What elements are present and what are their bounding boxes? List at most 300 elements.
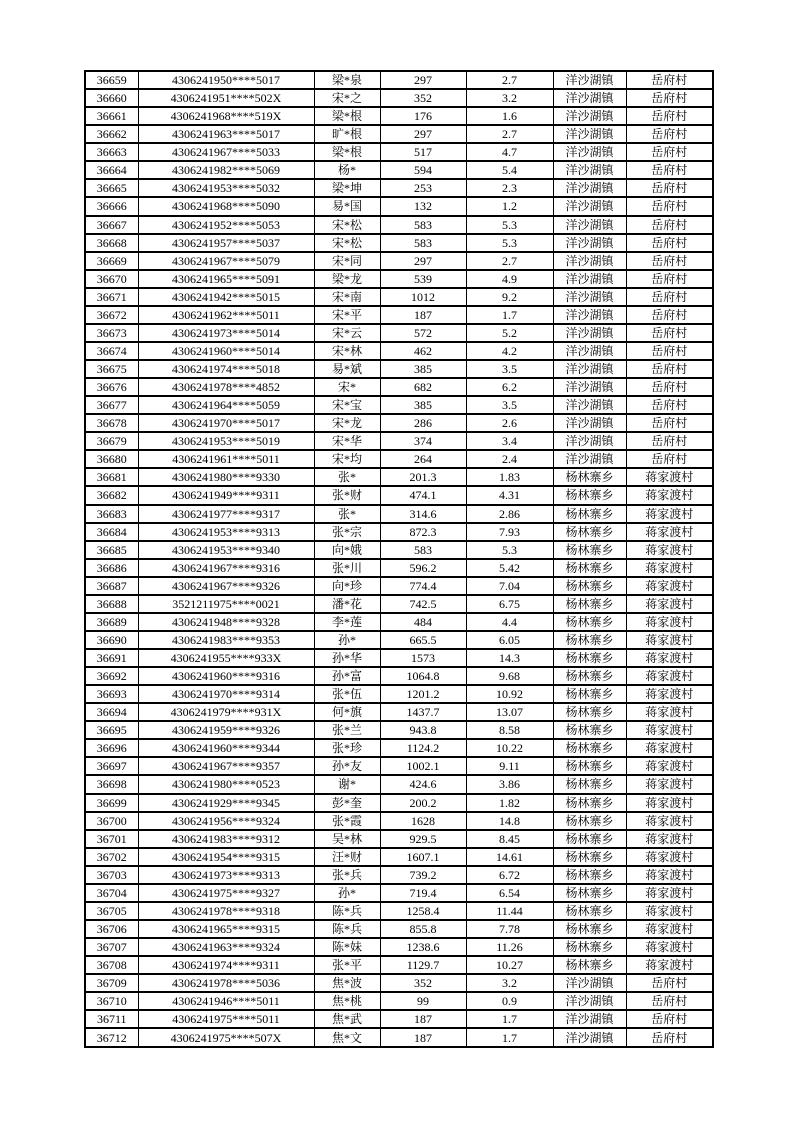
village-cell: 岳府村 <box>626 414 713 432</box>
town-cell: 洋沙湖镇 <box>553 396 626 414</box>
village-cell: 蒋家渡村 <box>626 649 713 667</box>
masked-name-cell: 焦*文 <box>314 1028 380 1047</box>
table-row <box>85 703 713 721</box>
masked-name-cell: 梁*泉 <box>314 71 380 89</box>
amount-cell: 943.8 <box>380 721 466 739</box>
amount-cell: 665.5 <box>380 631 466 649</box>
masked-id-number-cell: 4306241982****5069 <box>138 161 314 179</box>
table-row <box>85 432 713 450</box>
table-row <box>85 179 713 197</box>
masked-name-cell: 宋* <box>314 378 380 396</box>
village-cell: 岳府村 <box>626 1010 713 1028</box>
secondary-amount-cell: 11.44 <box>466 902 553 920</box>
serial-number-cell: 36711 <box>85 1010 138 1028</box>
masked-name-cell: 张*伍 <box>314 685 380 703</box>
masked-id-number-cell: 4306241959****9326 <box>138 721 314 739</box>
amount-cell: 187 <box>380 306 466 324</box>
serial-number-cell: 36663 <box>85 143 138 161</box>
masked-id-number-cell: 4306241978****5036 <box>138 974 314 992</box>
town-cell: 洋沙湖镇 <box>553 179 626 197</box>
town-cell: 洋沙湖镇 <box>553 288 626 306</box>
village-cell: 蒋家渡村 <box>626 794 713 812</box>
serial-number-cell: 36685 <box>85 541 138 559</box>
serial-number-cell: 36671 <box>85 288 138 306</box>
masked-id-number-cell: 4306241980****9330 <box>138 468 314 486</box>
secondary-amount-cell: 6.54 <box>466 884 553 902</box>
table-row <box>85 920 713 938</box>
masked-id-number-cell: 4306241946****5011 <box>138 992 314 1010</box>
secondary-amount-cell: 4.2 <box>466 342 553 360</box>
town-cell: 洋沙湖镇 <box>553 342 626 360</box>
village-cell: 岳府村 <box>626 197 713 215</box>
village-cell: 蒋家渡村 <box>626 775 713 793</box>
amount-cell: 484 <box>380 613 466 631</box>
village-cell: 蒋家渡村 <box>626 595 713 613</box>
masked-id-number-cell: 4306241983****9353 <box>138 631 314 649</box>
amount-cell: 719.4 <box>380 884 466 902</box>
village-cell: 岳府村 <box>626 107 713 125</box>
village-cell: 蒋家渡村 <box>626 631 713 649</box>
table-row <box>85 884 713 902</box>
amount-cell: 352 <box>380 974 466 992</box>
masked-id-number-cell: 4306241974****5018 <box>138 360 314 378</box>
secondary-amount-cell: 0.9 <box>466 992 553 1010</box>
serial-number-cell: 36690 <box>85 631 138 649</box>
amount-cell: 176 <box>380 107 466 125</box>
masked-id-number-cell: 4306241975****5011 <box>138 1010 314 1028</box>
amount-cell: 1437.7 <box>380 703 466 721</box>
amount-cell: 572 <box>380 324 466 342</box>
masked-id-number-cell: 4306241942****5015 <box>138 288 314 306</box>
town-cell: 洋沙湖镇 <box>553 306 626 324</box>
village-cell: 岳府村 <box>626 360 713 378</box>
village-cell: 蒋家渡村 <box>626 830 713 848</box>
town-cell: 洋沙湖镇 <box>553 974 626 992</box>
table-row <box>85 739 713 757</box>
serial-number-cell: 36703 <box>85 866 138 884</box>
serial-number-cell: 36694 <box>85 703 138 721</box>
masked-name-cell: 向*珍 <box>314 577 380 595</box>
serial-number-cell: 36680 <box>85 450 138 468</box>
village-cell: 蒋家渡村 <box>626 721 713 739</box>
masked-name-cell: 张*珍 <box>314 739 380 757</box>
table-row <box>85 523 713 541</box>
amount-cell: 855.8 <box>380 920 466 938</box>
serial-number-cell: 36660 <box>85 89 138 107</box>
town-cell: 杨林寨乡 <box>553 541 626 559</box>
village-cell: 岳府村 <box>626 234 713 252</box>
village-cell: 岳府村 <box>626 324 713 342</box>
serial-number-cell: 36661 <box>85 107 138 125</box>
town-cell: 杨林寨乡 <box>553 830 626 848</box>
secondary-amount-cell: 3.86 <box>466 775 553 793</box>
table-row <box>85 468 713 486</box>
table-row <box>85 685 713 703</box>
masked-id-number-cell: 4306241967****5033 <box>138 143 314 161</box>
masked-name-cell: 谢* <box>314 775 380 793</box>
masked-id-number-cell: 4306241965****9315 <box>138 920 314 938</box>
village-cell: 蒋家渡村 <box>626 667 713 685</box>
masked-id-number-cell: 4306241956****9324 <box>138 812 314 830</box>
amount-cell: 1628 <box>380 812 466 830</box>
masked-name-cell: 向*娥 <box>314 541 380 559</box>
masked-name-cell: 宋*南 <box>314 288 380 306</box>
town-cell: 杨林寨乡 <box>553 631 626 649</box>
amount-cell: 1012 <box>380 288 466 306</box>
serial-number-cell: 36700 <box>85 812 138 830</box>
village-cell: 蒋家渡村 <box>626 812 713 830</box>
amount-cell: 1607.1 <box>380 848 466 866</box>
town-cell: 洋沙湖镇 <box>553 432 626 450</box>
masked-id-number-cell: 4306241950****5017 <box>138 71 314 89</box>
amount-cell: 385 <box>380 360 466 378</box>
table-row <box>85 830 713 848</box>
town-cell: 杨林寨乡 <box>553 523 626 541</box>
masked-id-number-cell: 4306241978****9318 <box>138 902 314 920</box>
masked-id-number-cell: 4306241957****5037 <box>138 234 314 252</box>
town-cell: 杨林寨乡 <box>553 812 626 830</box>
secondary-amount-cell: 1.83 <box>466 468 553 486</box>
serial-number-cell: 36689 <box>85 613 138 631</box>
village-cell: 岳府村 <box>626 89 713 107</box>
table-row <box>85 450 713 468</box>
masked-name-cell: 旷*根 <box>314 125 380 143</box>
town-cell: 杨林寨乡 <box>553 649 626 667</box>
masked-name-cell: 梁*根 <box>314 143 380 161</box>
table-row <box>85 107 713 125</box>
serial-number-cell: 36681 <box>85 468 138 486</box>
masked-name-cell: 宋*云 <box>314 324 380 342</box>
town-cell: 杨林寨乡 <box>553 667 626 685</box>
serial-number-cell: 36687 <box>85 577 138 595</box>
secondary-amount-cell: 8.45 <box>466 830 553 848</box>
village-cell: 蒋家渡村 <box>626 541 713 559</box>
masked-name-cell: 宋*龙 <box>314 414 380 432</box>
masked-name-cell: 吴*林 <box>314 830 380 848</box>
village-cell: 蒋家渡村 <box>626 848 713 866</box>
table-row <box>85 956 713 974</box>
amount-cell: 374 <box>380 432 466 450</box>
masked-id-number-cell: 4306241953****9340 <box>138 541 314 559</box>
amount-cell: 774.4 <box>380 577 466 595</box>
town-cell: 洋沙湖镇 <box>553 89 626 107</box>
serial-number-cell: 36678 <box>85 414 138 432</box>
secondary-amount-cell: 9.68 <box>466 667 553 685</box>
town-cell: 杨林寨乡 <box>553 884 626 902</box>
masked-id-number-cell: 3521211975****0021 <box>138 595 314 613</box>
town-cell: 洋沙湖镇 <box>553 1010 626 1028</box>
village-cell: 蒋家渡村 <box>626 884 713 902</box>
village-cell: 岳府村 <box>626 216 713 234</box>
amount-cell: 596.2 <box>380 559 466 577</box>
masked-name-cell: 梁*根 <box>314 107 380 125</box>
masked-id-number-cell: 4306241973****9313 <box>138 866 314 884</box>
serial-number-cell: 36696 <box>85 739 138 757</box>
village-cell: 蒋家渡村 <box>626 613 713 631</box>
masked-name-cell: 陈*兵 <box>314 920 380 938</box>
serial-number-cell: 36701 <box>85 830 138 848</box>
amount-cell: 1573 <box>380 649 466 667</box>
serial-number-cell: 36709 <box>85 974 138 992</box>
masked-name-cell: 孙*友 <box>314 757 380 775</box>
village-cell: 蒋家渡村 <box>626 468 713 486</box>
masked-id-number-cell: 4306241960****5014 <box>138 342 314 360</box>
town-cell: 杨林寨乡 <box>553 486 626 504</box>
secondary-amount-cell: 10.92 <box>466 685 553 703</box>
masked-name-cell: 张*川 <box>314 559 380 577</box>
amount-cell: 583 <box>380 216 466 234</box>
amount-cell: 1258.4 <box>380 902 466 920</box>
benefit-table <box>84 70 714 1048</box>
secondary-amount-cell: 3.5 <box>466 396 553 414</box>
table-row <box>85 794 713 812</box>
masked-name-cell: 张* <box>314 468 380 486</box>
village-cell: 岳府村 <box>626 432 713 450</box>
masked-name-cell: 张*平 <box>314 956 380 974</box>
town-cell: 洋沙湖镇 <box>553 143 626 161</box>
masked-id-number-cell: 4306241974****9311 <box>138 956 314 974</box>
amount-cell: 1129.7 <box>380 956 466 974</box>
masked-id-number-cell: 4306241963****9324 <box>138 938 314 956</box>
amount-cell: 132 <box>380 197 466 215</box>
serial-number-cell: 36676 <box>85 378 138 396</box>
masked-name-cell: 宋*松 <box>314 216 380 234</box>
serial-number-cell: 36684 <box>85 523 138 541</box>
serial-number-cell: 36705 <box>85 902 138 920</box>
town-cell: 杨林寨乡 <box>553 775 626 793</box>
town-cell: 杨林寨乡 <box>553 866 626 884</box>
masked-name-cell: 宋*均 <box>314 450 380 468</box>
secondary-amount-cell: 11.26 <box>466 938 553 956</box>
town-cell: 洋沙湖镇 <box>553 107 626 125</box>
serial-number-cell: 36707 <box>85 938 138 956</box>
masked-name-cell: 孙* <box>314 884 380 902</box>
town-cell: 洋沙湖镇 <box>553 1028 626 1047</box>
secondary-amount-cell: 6.72 <box>466 866 553 884</box>
table-row <box>85 486 713 504</box>
serial-number-cell: 36693 <box>85 685 138 703</box>
town-cell: 杨林寨乡 <box>553 595 626 613</box>
secondary-amount-cell: 13.07 <box>466 703 553 721</box>
secondary-amount-cell: 14.61 <box>466 848 553 866</box>
masked-name-cell: 潘*花 <box>314 595 380 613</box>
table-row <box>85 378 713 396</box>
masked-id-number-cell: 4306241970****5017 <box>138 414 314 432</box>
serial-number-cell: 36702 <box>85 848 138 866</box>
town-cell: 洋沙湖镇 <box>553 270 626 288</box>
amount-cell: 594 <box>380 161 466 179</box>
masked-name-cell: 李*莲 <box>314 613 380 631</box>
serial-number-cell: 36695 <box>85 721 138 739</box>
secondary-amount-cell: 1.6 <box>466 107 553 125</box>
masked-name-cell: 焦*波 <box>314 974 380 992</box>
masked-id-number-cell: 4306241968****5090 <box>138 197 314 215</box>
table-row <box>85 288 713 306</box>
village-cell: 蒋家渡村 <box>626 703 713 721</box>
serial-number-cell: 36683 <box>85 505 138 523</box>
masked-name-cell: 宋*松 <box>314 234 380 252</box>
village-cell: 蒋家渡村 <box>626 866 713 884</box>
table-row <box>85 270 713 288</box>
village-cell: 岳府村 <box>626 143 713 161</box>
secondary-amount-cell: 10.27 <box>466 956 553 974</box>
secondary-amount-cell: 3.5 <box>466 360 553 378</box>
serial-number-cell: 36710 <box>85 992 138 1010</box>
town-cell: 洋沙湖镇 <box>553 216 626 234</box>
village-cell: 蒋家渡村 <box>626 902 713 920</box>
table-row <box>85 757 713 775</box>
masked-name-cell: 易*斌 <box>314 360 380 378</box>
secondary-amount-cell: 8.58 <box>466 721 553 739</box>
town-cell: 杨林寨乡 <box>553 920 626 938</box>
table-row <box>85 216 713 234</box>
table-row <box>85 89 713 107</box>
table-row <box>85 812 713 830</box>
village-cell: 岳府村 <box>626 396 713 414</box>
town-cell: 洋沙湖镇 <box>553 378 626 396</box>
masked-id-number-cell: 4306241965****5091 <box>138 270 314 288</box>
village-cell: 蒋家渡村 <box>626 523 713 541</box>
secondary-amount-cell: 14.3 <box>466 649 553 667</box>
amount-cell: 297 <box>380 125 466 143</box>
secondary-amount-cell: 6.75 <box>466 595 553 613</box>
serial-number-cell: 36679 <box>85 432 138 450</box>
masked-id-number-cell: 4306241960****9316 <box>138 667 314 685</box>
table-row <box>85 414 713 432</box>
secondary-amount-cell: 10.22 <box>466 739 553 757</box>
serial-number-cell: 36677 <box>85 396 138 414</box>
amount-cell: 1124.2 <box>380 739 466 757</box>
table-row <box>85 396 713 414</box>
secondary-amount-cell: 4.7 <box>466 143 553 161</box>
table-row <box>85 1010 713 1028</box>
town-cell: 洋沙湖镇 <box>553 161 626 179</box>
secondary-amount-cell: 2.3 <box>466 179 553 197</box>
table-row <box>85 342 713 360</box>
village-cell: 岳府村 <box>626 270 713 288</box>
serial-number-cell: 36664 <box>85 161 138 179</box>
masked-id-number-cell: 4306241979****931X <box>138 703 314 721</box>
table-row <box>85 125 713 143</box>
village-cell: 岳府村 <box>626 974 713 992</box>
village-cell: 岳府村 <box>626 992 713 1010</box>
masked-id-number-cell: 4306241964****5059 <box>138 396 314 414</box>
masked-id-number-cell: 4306241977****9317 <box>138 505 314 523</box>
table-row <box>85 902 713 920</box>
serial-number-cell: 36698 <box>85 775 138 793</box>
serial-number-cell: 36665 <box>85 179 138 197</box>
masked-id-number-cell: 4306241952****5053 <box>138 216 314 234</box>
secondary-amount-cell: 5.42 <box>466 559 553 577</box>
amount-cell: 462 <box>380 342 466 360</box>
secondary-amount-cell: 5.3 <box>466 234 553 252</box>
serial-number-cell: 36673 <box>85 324 138 342</box>
masked-name-cell: 易*国 <box>314 197 380 215</box>
serial-number-cell: 36699 <box>85 794 138 812</box>
town-cell: 杨林寨乡 <box>553 938 626 956</box>
village-cell: 蒋家渡村 <box>626 577 713 595</box>
village-cell: 岳府村 <box>626 342 713 360</box>
secondary-amount-cell: 5.3 <box>466 216 553 234</box>
village-cell: 蒋家渡村 <box>626 757 713 775</box>
village-cell: 蒋家渡村 <box>626 920 713 938</box>
serial-number-cell: 36669 <box>85 252 138 270</box>
table-row <box>85 848 713 866</box>
table-row <box>85 505 713 523</box>
secondary-amount-cell: 3.2 <box>466 89 553 107</box>
serial-number-cell: 36667 <box>85 216 138 234</box>
masked-name-cell: 焦*武 <box>314 1010 380 1028</box>
village-cell: 岳府村 <box>626 378 713 396</box>
town-cell: 洋沙湖镇 <box>553 414 626 432</box>
masked-id-number-cell: 4306241970****9314 <box>138 685 314 703</box>
amount-cell: 742.5 <box>380 595 466 613</box>
village-cell: 岳府村 <box>626 161 713 179</box>
village-cell: 岳府村 <box>626 71 713 89</box>
masked-id-number-cell: 4306241961****5011 <box>138 450 314 468</box>
secondary-amount-cell: 2.86 <box>466 505 553 523</box>
secondary-amount-cell: 9.2 <box>466 288 553 306</box>
table-row <box>85 306 713 324</box>
serial-number-cell: 36706 <box>85 920 138 938</box>
table-row <box>85 234 713 252</box>
amount-cell: 187 <box>380 1028 466 1047</box>
secondary-amount-cell: 5.4 <box>466 161 553 179</box>
masked-id-number-cell: 4306241948****9328 <box>138 613 314 631</box>
village-cell: 岳府村 <box>626 252 713 270</box>
table-row <box>85 324 713 342</box>
masked-id-number-cell: 4306241975****507X <box>138 1028 314 1047</box>
amount-cell: 929.5 <box>380 830 466 848</box>
town-cell: 杨林寨乡 <box>553 956 626 974</box>
masked-id-number-cell: 4306241978****4852 <box>138 378 314 396</box>
secondary-amount-cell: 9.11 <box>466 757 553 775</box>
serial-number-cell: 36674 <box>85 342 138 360</box>
town-cell: 杨林寨乡 <box>553 721 626 739</box>
table-row <box>85 360 713 378</box>
amount-cell: 583 <box>380 234 466 252</box>
masked-name-cell: 张*兰 <box>314 721 380 739</box>
masked-id-number-cell: 4306241980****0523 <box>138 775 314 793</box>
village-cell: 蒋家渡村 <box>626 486 713 504</box>
masked-id-number-cell: 4306241963****5017 <box>138 125 314 143</box>
table-row <box>85 974 713 992</box>
amount-cell: 200.2 <box>380 794 466 812</box>
secondary-amount-cell: 2.6 <box>466 414 553 432</box>
amount-cell: 264 <box>380 450 466 468</box>
masked-name-cell: 焦*桃 <box>314 992 380 1010</box>
masked-name-cell: 陈*兵 <box>314 902 380 920</box>
masked-name-cell: 孙*富 <box>314 667 380 685</box>
masked-name-cell: 宋*之 <box>314 89 380 107</box>
table-row <box>85 631 713 649</box>
masked-name-cell: 宋*同 <box>314 252 380 270</box>
serial-number-cell: 36670 <box>85 270 138 288</box>
masked-id-number-cell: 4306241967****9326 <box>138 577 314 595</box>
serial-number-cell: 36682 <box>85 486 138 504</box>
village-cell: 岳府村 <box>626 179 713 197</box>
serial-number-cell: 36662 <box>85 125 138 143</box>
table-row <box>85 667 713 685</box>
masked-name-cell: 陈*妹 <box>314 938 380 956</box>
table-row <box>85 866 713 884</box>
secondary-amount-cell: 7.04 <box>466 577 553 595</box>
secondary-amount-cell: 7.93 <box>466 523 553 541</box>
serial-number-cell: 36666 <box>85 197 138 215</box>
serial-number-cell: 36659 <box>85 71 138 89</box>
table-row <box>85 992 713 1010</box>
amount-cell: 385 <box>380 396 466 414</box>
